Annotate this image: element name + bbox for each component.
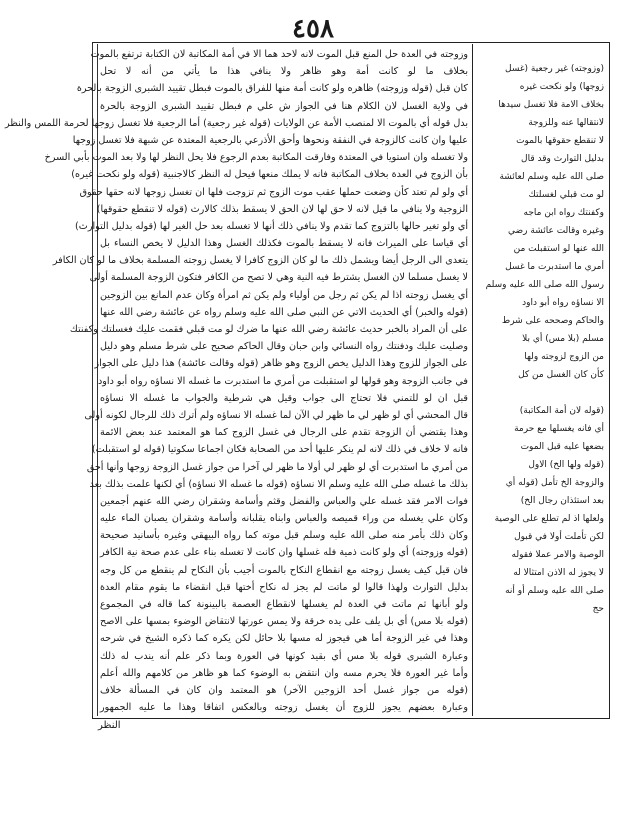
margin-text-line: زوجها) ولو نكحت غيره xyxy=(519,82,604,92)
main-text-line: في ولاية الغسل لان الكلام هنا في الجواز ش علي م فبطل تقييد الشبرى الزوجة بالحرة xyxy=(100,100,468,112)
main-text-line: من أمري ما استدبرت أي لو ظهر لي أولا ما ظهر لي آخرا من جواز غسل الزوجة زوجها وأنها أحق xyxy=(86,461,468,473)
margin-text-line: لانتقالها عنه وللزوجة xyxy=(528,118,604,128)
main-text-line: وهذا يقتضي أن الزوجة تقدم على الرجال في غسل الزوج كما هو المعتمد عند بعض الائمة xyxy=(100,427,468,439)
page-number: ٤٥٨ xyxy=(292,14,334,44)
main-text-line: كان قبل (قوله وزوجته) ظاهره ولو كانت أمة منها للفراق بالموت فبطل تقييد الشبرى الزوجة بالحرة xyxy=(76,83,468,95)
main-text-line: وكان علي يغسله من وراء قميصه والعباس وابناه يقلبانه وأسامة وشقران يصبان الماء عليه xyxy=(100,513,468,525)
main-text-line: فان قيل كيف يغسل زوجته مع انقطاع النكاح بالموت أجيب بأن النكاح لم ينقطع من كل وجه xyxy=(100,564,468,576)
margin-text-line: (قوله ولها الخ) الاول xyxy=(528,460,604,470)
main-text-line: بدل قوله أي بالموت الا لمنصب الأمة عن الولايات (قوله غير رجعية) أما الرجعية فلا تغسل زوجها لحرمة اللمس والنظر xyxy=(4,117,468,129)
main-text-line: على الجواز للزوج وهذا الدليل يخص الزوج وهو ظاهر (قوله وقالت عائشة) هذا دليل على الجواز xyxy=(94,358,468,370)
margin-text-line: (قوله لان أمة المكاتبة) xyxy=(519,406,604,416)
main-text-line: وأما غير العورة فلا يحرم مسه وان انتقض به الوضوء كما هو ظاهر من كلامهم والله أعلم xyxy=(100,667,468,679)
main-text-line: أي يغسل زوجته اذا لم يكن ثم رجل من أولياء ولم يكن ثم امرأة وكان عدم المانع بين الزوجين xyxy=(100,289,468,301)
catchword: النظر xyxy=(98,720,121,731)
main-text-line: في جانب الزوجة وهو قولها لو استقبلت من أمري ما استدبرت ما غسله الا نساؤه رواه أبو داود xyxy=(98,375,468,387)
main-text-line: وصليت عليك ودفنتك رواه النسائي وابن حبان وقال الحاكم صحيح على شرط مسلم وهو دليل xyxy=(100,341,468,353)
margin-text-line: لو مت قبلي لغسلتك xyxy=(528,190,604,200)
margin-text-line: من الزوج لزوجته ولها xyxy=(524,352,604,362)
main-text-line: يتعدى الى الرجل أيضا ويشمل ذلك ما لو كان الزوج كافرا لا يغسل زوجته المسلمة بخلاف ما لو كان الكافر xyxy=(52,255,468,267)
margin-text-line: لا تنقطع حقوقها بالموت xyxy=(516,136,604,146)
main-text-line: أي ولو تغير حالها بالتزوج كما تقدم ولا ينافي ذلك أنها لا تغسله بعد حل الغير لها (قوله بدليل التوارث) xyxy=(75,220,468,232)
margin-text-line: والحاكم وصححه على شرط xyxy=(501,316,604,326)
main-text-line: على أن المراد بالخبر حديث عائشة رضي الله عنها ما ضرك لو مت قبلي فقمت عليك فغسلتك وكفنتك xyxy=(69,324,468,335)
margin-text-line: كأن كان الغسل من كل xyxy=(518,370,604,380)
margin-text-line: ولعلها اذ لم تطلع على الوصية xyxy=(494,514,604,524)
main-text-line: (قوله من جواز غسل أحد الزوجين الآخر) هو المعتمد وان كان في المسألة خلاف xyxy=(100,684,468,696)
main-text-line: ولو أبانها ثم ماتت في العدة لم يغسلها لانقطاع العصمة بالبينونة كما قاله في المجموع xyxy=(100,599,468,610)
margin-text-line: صلى الله عليه وسلم أو أنه xyxy=(505,586,604,596)
margin-text-column xyxy=(476,60,604,660)
margin-text-line: لكن تأملت أولا في قبول xyxy=(514,532,604,542)
margin-text-line: (وزوجته) غير رجعية (غسل xyxy=(505,64,604,74)
main-text-line: فانه لا خلاف في ذلك لانه لم ينكر عليها أحد من الصحابة فكان اجماعا سكوتيا (قوله لو استقبلت) xyxy=(91,444,468,456)
main-text-line: (قوله بلا مس) أي بل يلف على يده خرقة ولا يمس عورتها لانتقاض الوضوء بمسها على الاصح xyxy=(100,616,468,628)
main-text-line: قبل ان لو للتمني فلا تحتاج الى جواب وقيل هي شرطية والجواب ما غسله الا نساؤه xyxy=(100,392,468,404)
main-text-line: وعبارة بعضهم يجوز للزوج أن يغسل زوجته وبالعكس اتفاقا وهذا ما عليه الجمهور xyxy=(100,702,468,714)
paragraph-gap xyxy=(476,384,604,402)
main-text-line: قال المحشي أي لو ظهر لي ما ظهر لي الآن لما غسله الا نساؤه ولم أترك ذلك للرجال لكونه أولى xyxy=(84,409,468,421)
margin-text-line: والزوجة الخ تأمل (قوله أي xyxy=(505,478,604,488)
main-text-line: بدليل التوارث ولهذا قالوا لو ماتت لم يجز له نكاح أختها قبل انقضاء ما يقوم مقام العدة xyxy=(100,581,468,593)
margin-text-line: بعد استئذان رجال الخ) xyxy=(520,496,604,506)
main-text-line: عليها وان كانت كالزوجة في النفقة ونحوها وأحق الأذرعي بالرجعية المعتدة عن شبهة فلا تغسل زوجها xyxy=(72,134,468,146)
main-text-line: (قوله والخبر) أي الحديث الاتي عن النبي صلى الله عليه وسلم رواه عن عائشة رضي الله عنها xyxy=(100,306,468,318)
margin-text-line: الوصية والامر عملا فقوله xyxy=(511,550,604,560)
main-text-column xyxy=(4,46,468,714)
margin-text-line: بخلاف الامة فلا تغسل سيدها xyxy=(498,100,604,110)
main-text-line: فوات الامر فقد غسله علي والعباس والفضل وقثم وأسامة وشقران رضي الله عنهم أجمعين xyxy=(100,495,468,507)
main-text-line: لا يغسل مسلما لان الغسل يشترط فيه النية وهي لا تصح من الكافر فتكون الزوجة المسلمة أولى xyxy=(89,272,468,284)
margin-text-line: صلى الله عليه وسلم لعائشة xyxy=(499,172,604,182)
column-divider xyxy=(472,44,473,716)
main-text-line: وزوجته في العدة حل المنع قبل الموت لانه لاحد هما الا في أمة المكاتبة لان الكتابة ترتفع بالموت xyxy=(90,49,468,60)
margin-text-line: أمري ما استدبرت ما غسل xyxy=(505,262,604,272)
main-text-line: أي ولو لم تعتد كأن وضعت حملها عقب موت الزوج ثم تزوجت فلها ان تغسل زوجها لانه حقها حقوق xyxy=(79,186,468,198)
margin-text-line: بضعها عليه قبل الموت xyxy=(520,442,604,452)
margin-text-line: رسول الله صلى الله عليه وسلم xyxy=(485,280,604,290)
margin-text-line: حج xyxy=(592,604,604,614)
margin-text-line: الا نساؤه رواه أبو داود xyxy=(522,298,604,308)
margin-text-line: الله عنها لو استقبلت من xyxy=(513,244,604,254)
main-text-line: (قوله وزوجته) أي ولو كانت ذمية فله غسلها وان كانت لا تغسله بناء على عدم صحة نية الكافر xyxy=(100,547,468,559)
main-text-line: وعبارة الشبرى قوله بلا مس أي بقيد كونها في العورة وبما ذكر علم أنه يندب له ذلك xyxy=(100,650,468,662)
margin-text-line: أي فانه يغسلها مع حرمة xyxy=(514,424,604,434)
main-text-line: بخلاف ما لو كانت أمة وهو ظاهر ولا ينافي هذا ما يأتي من أنه لا تحل xyxy=(100,66,468,78)
main-text-line: بذلك ما غسله صلى الله عليه وسلم الا نساؤه (قوله ما غسله الا نساؤه) أي لكنها علمت بذلك بعد xyxy=(89,478,468,490)
margin-text-line: وكفنتك رواه ابن ماجه xyxy=(523,208,604,218)
margin-text-line: لا يجوز له الاذن امتثالا له xyxy=(513,568,604,578)
main-text-line: أي قياسا على الميراث فانه لا يسقط بالموت فكذلك الغسل وهذا الدليل لا يخص النساء بل xyxy=(100,238,468,250)
margin-text-line: وغيره وقالت عائشة رضي xyxy=(508,226,604,236)
margin-text-line: بدليل التوارث وقد قال xyxy=(521,154,604,164)
main-text-line: بأن الزوج في العدة بخلاف المكاتبة فانه لا يملك منعها فيحل له النظر كالاجنبية (قوله ولو نكحت غيره) xyxy=(71,169,468,181)
main-text-line: ولا تغسله وان استويا في المعتدة وفارقت المكاتبة بعدم الرجوع فلا يحل النظر لها ولا بعد الموت بأبي السرخ xyxy=(44,152,468,164)
main-text-line: وهذا في غير الزوجة أما هي فيجوز له مسها بلا حائل لكن يكره كما ذكره الشيخ في شرحه xyxy=(100,633,468,645)
main-text-line: وكان ذلك بأمر منه صلى الله عليه وسلم قبل موته كما رواه البيهقي وغيره بأسانيد صحيحة xyxy=(100,530,468,542)
main-text-line: الزوجية ولا ينافي ما قيل لانه لا حق لها لان الحق لا يسقط بذلك كالارث (قوله لا تنقطع حقوقها) xyxy=(96,203,468,215)
margin-text-line: مسلم (بلا مس) أي بلا xyxy=(522,334,604,344)
